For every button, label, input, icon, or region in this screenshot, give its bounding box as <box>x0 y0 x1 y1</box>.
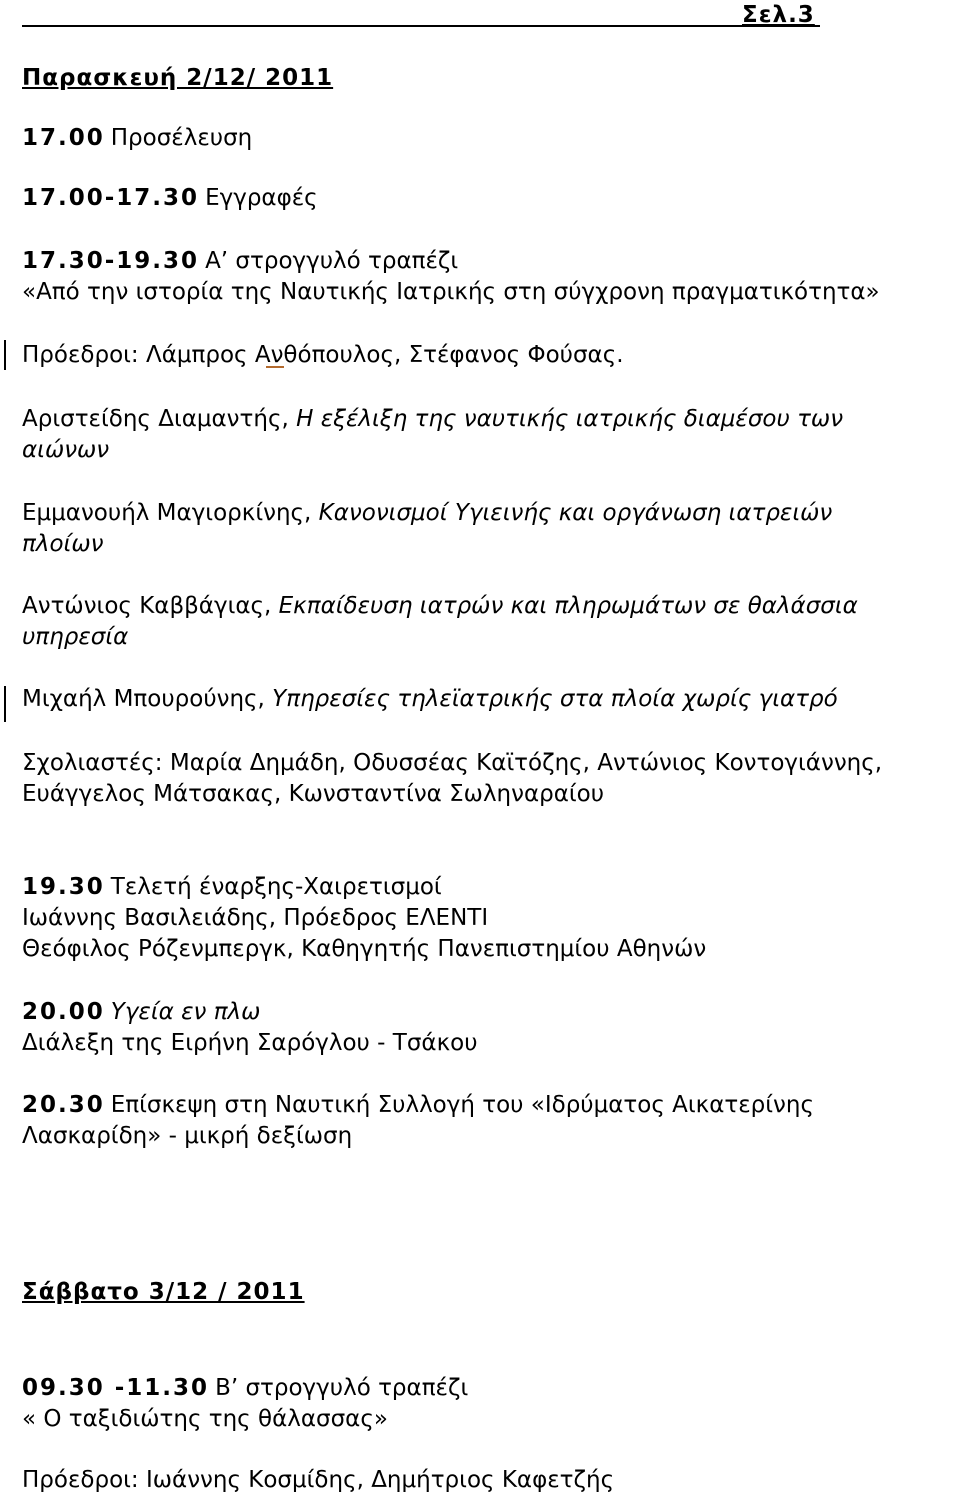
schedule-item <box>22 182 318 214</box>
item-text: Υγεία εν πλω <box>110 999 261 1025</box>
lecture-line: Διάλεξη της Ειρήνη Σαρόγλου - Τσάκου <box>22 1030 478 1056</box>
schedule-item <box>22 1372 468 1404</box>
revision-mark <box>266 366 284 368</box>
opening-speaker: Θεόφιλος Ρόζενμπεργκ, Καθηγητής Πανεπιστημίου Αθηνών <box>22 936 707 962</box>
item-time: 19.30 <box>22 874 105 900</box>
session-title: «Από την ιστορία της Ναυτικής Ιατρικής στη σύγχρονη πραγματικότητα» <box>22 279 880 305</box>
talk <box>22 590 858 622</box>
item-time: 17.00-17.30 <box>22 185 200 211</box>
item-time: 17.30-19.30 <box>22 248 200 274</box>
item-text: Επίσκεψη στη Ναυτική Συλλογή του «Ιδρύματος Αικατερίνης <box>110 1092 814 1118</box>
schedule-item <box>22 871 442 903</box>
session-title: « Ο ταξιδιώτης της θάλασσας» <box>22 1406 388 1432</box>
schedule-item <box>22 245 458 277</box>
talk-title: Η εξέλιξη της ναυτικής ιατρικής διαμέσου των <box>296 406 844 432</box>
talk <box>22 683 838 715</box>
revision-bar <box>4 686 6 722</box>
commentators-line: Σχολιαστές: Μαρία Δημάδη, Οδυσσέας Καϊτόζης, Αντώνιος Κοντογιάννης, <box>22 750 883 776</box>
item-time: 20.00 <box>22 999 105 1025</box>
item-text: Εγγραφές <box>205 185 318 211</box>
talk-title: Εκπαίδευση ιατρών και πληρωμάτων σε θαλάσσια <box>278 593 858 619</box>
item-text: Β’ στρογγυλό τραπέζι <box>215 1375 469 1401</box>
schedule-item <box>22 996 260 1028</box>
chairs-line: Πρόεδροι: Ιωάννης Κοσμίδης, Δημήτριος Καφετζής <box>22 1467 615 1493</box>
talk-speaker: Εμμανουήλ Μαγιορκίνης, <box>22 500 312 526</box>
item-time: 20.30 <box>22 1092 105 1118</box>
opening-speaker: Ιωάννης Βασιλειάδης, Πρόεδρος ΕΛΕΝΤΙ <box>22 905 489 931</box>
talk-title: Κανονισμοί Υγιεινής και οργάνωση ιατρειών <box>318 500 833 526</box>
talk <box>22 403 843 435</box>
day1-heading: Παρασκευή 2/12/ 2011 <box>22 65 334 91</box>
day2-heading: Σάββατο 3/12 / 2011 <box>22 1279 305 1305</box>
schedule-item <box>22 122 252 154</box>
item-text: Α’ στρογγυλό τραπέζι <box>205 248 459 274</box>
talk-title-continued: υπηρεσία <box>22 624 129 650</box>
commentators-line: Ευάγγελος Μάτσακας, Κωνσταντίνα Σωληναραίου <box>22 781 605 807</box>
chairs-line: Πρόεδροι: Λάμπρος Ανθόπουλος, Στέφανος Φούσας. <box>22 342 624 368</box>
talk-title-continued: πλοίων <box>22 531 104 557</box>
schedule-item <box>22 1089 814 1121</box>
talk-speaker: Μιχαήλ Μπουρούνης, <box>22 686 265 712</box>
revision-bar <box>4 340 6 370</box>
talk-title-continued: αιώνων <box>22 437 110 463</box>
talk <box>22 497 832 529</box>
page-number: Σελ.3 <box>742 2 815 28</box>
item-time: 17.00 <box>22 125 105 151</box>
header-rule <box>22 25 820 27</box>
talk-speaker: Αντώνιος Καββάγιας, <box>22 593 272 619</box>
item-text: Προσέλευση <box>110 125 253 151</box>
item-time: 09.30 -11.30 <box>22 1375 210 1401</box>
talk-speaker: Αριστείδης Διαμαντής, <box>22 406 289 432</box>
talk-title: Υπηρεσίες τηλεϊατρικής στα πλοία χωρίς γιατρό <box>272 686 838 712</box>
item-text: Τελετή έναρξης-Χαιρετισμοί <box>110 874 442 900</box>
visit-line: Λασκαρίδη» - μικρή δεξίωση <box>22 1123 353 1149</box>
